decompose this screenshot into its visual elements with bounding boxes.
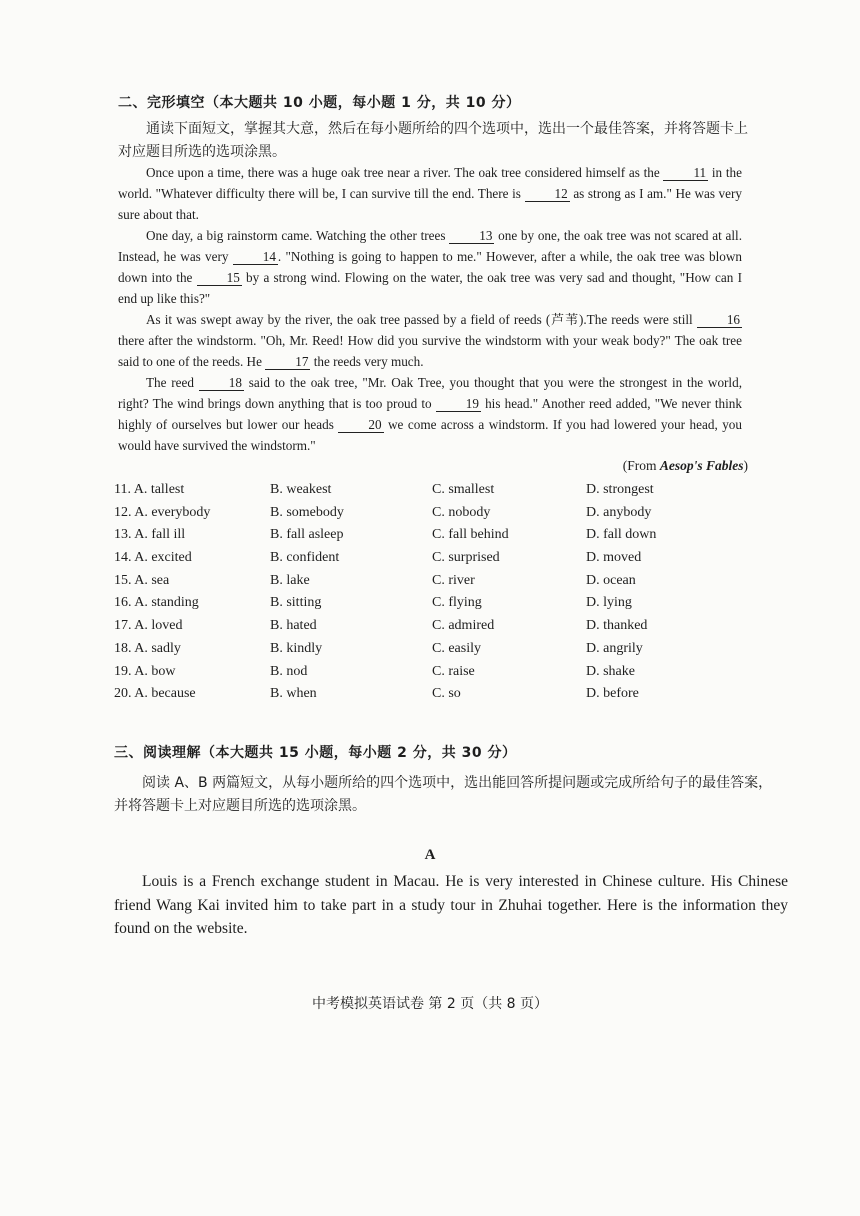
blank-14: 14	[233, 250, 278, 265]
blank-20: 20	[338, 418, 383, 433]
option-d: D. lying	[586, 595, 632, 611]
option-c: C. nobody	[432, 504, 491, 520]
blank-12: 12	[525, 187, 570, 202]
option-b: B. confident	[270, 550, 340, 566]
section2-instructions: 通读下面短文，掌握其大意，然后在每小题所给的四个选项中，选出一个最佳答案，并将答题卡上对应题目所选的选项涂黑。	[118, 121, 748, 160]
passage-paragraph-2: One day, a big rainstorm came. Watching the other trees 13 one by one, the oak tree was not scared at all. Instead, he was very 14 . "Nothing is going to happen to me." However, after a while, the oak tree was blown down into the 15 by a strong wind. Flowing on the water, the oak tree was very sad and thought, "How can I end up like this?"	[118, 228, 742, 306]
option-c: C. river	[432, 572, 475, 588]
blank-15: 15	[197, 271, 242, 286]
option-a: 12. A. everybody	[114, 504, 211, 520]
option-a: 20. A. because	[114, 686, 196, 702]
question-11-options	[114, 482, 754, 505]
option-c: C. fall behind	[432, 527, 509, 543]
source-title: Aesop's Fables	[659, 458, 744, 473]
option-d: D. before	[586, 686, 639, 702]
option-a: 18. A. sadly	[114, 640, 181, 656]
blank-11: 11	[663, 166, 708, 181]
question-19-options	[114, 664, 754, 687]
option-c: C. smallest	[432, 482, 495, 497]
question-18-options	[114, 641, 754, 664]
option-c: C. easily	[432, 640, 481, 656]
option-c: C. flying	[432, 595, 482, 611]
option-a: 15. A. sea	[114, 572, 170, 588]
page-footer: 中考模拟英语试卷 第 2 页（共 8 页）	[311, 996, 549, 1012]
option-a: 17. A. loved	[114, 618, 183, 634]
cloze-passage	[118, 162, 742, 456]
option-c: C. surprised	[432, 550, 500, 566]
blank-13: 13	[449, 229, 494, 244]
option-d: D. ocean	[586, 572, 636, 588]
option-d: D. angrily	[586, 640, 643, 656]
option-b: B. when	[270, 686, 317, 702]
option-d: D. thanked	[586, 618, 648, 634]
blank-19: 19	[436, 397, 481, 412]
option-b: B. weakest	[270, 482, 332, 497]
option-b: B. sitting	[270, 595, 322, 611]
question-17-options	[114, 618, 754, 641]
option-d: D. moved	[586, 550, 642, 566]
option-d: D. strongest	[586, 482, 654, 497]
option-b: B. somebody	[270, 504, 344, 520]
options-list	[114, 482, 754, 709]
passage-paragraph-3: As it was swept away by the river, the oak tree passed by a field of reeds (芦苇).The reeds were still 16 there after the windstorm. "Oh, Mr. Reed! How did you survive the windstorm with your weak body?" The oak tree said to one of the reeds. He 17 the reeds very much.	[118, 312, 742, 369]
blank-17: 17	[265, 355, 310, 370]
option-b: B. fall asleep	[270, 527, 344, 543]
option-b: B. lake	[270, 572, 310, 588]
question-16-options	[114, 595, 754, 618]
option-b: B. nod	[270, 663, 308, 679]
passage-paragraph-4: The reed 18 said to the oak tree, "Mr. Oak Tree, you thought that you were the strongest in the world, right? The wind brings down anything that is too proud to 19 his head." Another reed added, "We never think highly of ourselves but lower our heads 20 we come across a windstorm. If you had lowered your head, you would have survived the windstorm."	[118, 375, 742, 453]
option-a: 11. A. tallest	[114, 482, 185, 497]
passage-paragraph-1: Once upon a time, there was a huge oak tree near a river. The oak tree considered himself as the 11 in the world. "Whatever difficulty there will be, I can survive till the end. There is 12 as strong as I am." He was very sure about that.	[118, 165, 742, 222]
reading-passage-a: Louis is a French exchange student in Macau. He is very interested in Chinese culture. His Chinese friend Wang Kai invited him to take part in a study tour in Zhuhai together. Here is the information they found on the website.	[114, 873, 788, 937]
question-14-options	[114, 550, 754, 573]
option-c: C. so	[432, 686, 461, 702]
section3-instructions: 阅读 A、B 两篇短文，从每小题所给的四个选项中，选出能回答所提问题或完成所给句子的最佳答案，并将答题卡上对应题目所选的选项涂黑。	[114, 775, 773, 814]
option-d: D. shake	[586, 663, 635, 679]
blank-18: 18	[199, 376, 244, 391]
option-d: D. anybody	[586, 504, 652, 520]
passage-source: (From Aesop's Fables)	[622, 458, 748, 473]
question-12-options	[114, 505, 754, 528]
option-a: 16. A. standing	[114, 595, 199, 611]
option-c: C. admired	[432, 618, 495, 634]
option-b: B. kindly	[270, 640, 323, 656]
option-a: 14. A. excited	[114, 550, 192, 566]
section3-title: 三、阅读理解（本大题共 15 小题，每小题 2 分，共 30 分）	[114, 745, 517, 761]
option-a: 13. A. fall ill	[114, 527, 186, 543]
option-d: D. fall down	[586, 527, 657, 543]
option-b: B. hated	[270, 618, 317, 634]
reading-part-label: A	[424, 847, 436, 863]
question-13-options	[114, 527, 754, 550]
section2-title: 二、完形填空（本大题共 10 小题，每小题 1 分，共 10 分）	[118, 95, 521, 111]
option-c: C. raise	[432, 663, 475, 679]
option-a: 19. A. bow	[114, 663, 176, 679]
blank-16: 16	[697, 313, 742, 328]
question-15-options	[114, 573, 754, 596]
question-20-options	[114, 686, 754, 709]
